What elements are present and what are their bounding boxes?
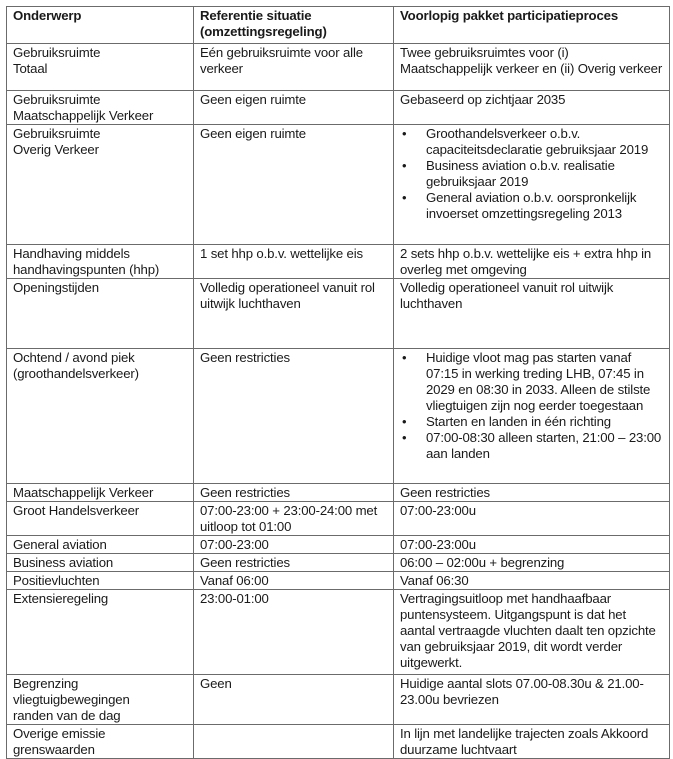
cell-onderwerp (7, 572, 194, 590)
table-row (7, 536, 670, 554)
header-text: Onderwerp (13, 8, 82, 23)
cell-referentie: Geen restricties (194, 554, 394, 572)
cell-text: Extensieregeling (13, 591, 109, 606)
cell-text: handhavingspunten (hhp) (13, 262, 160, 277)
bullet-item: • Groothandelsverkeer o.b.v. capaciteitsdeclaratie gebruiksjaar 2019 (426, 126, 663, 158)
table-row (7, 554, 670, 572)
cell-pakket (394, 349, 670, 484)
cell-onderwerp (7, 502, 194, 536)
cell-referentie: 07:00-23:00 (194, 536, 394, 554)
table-row (7, 91, 670, 125)
cell-referentie: Vanaf 06:00 (194, 572, 394, 590)
table-row (7, 125, 670, 245)
bullet-item: • Starten en landen in één richting (426, 414, 663, 430)
cell-referentie: Geen restricties (194, 484, 394, 502)
cell-onderwerp (7, 554, 194, 572)
header-referentie (194, 7, 394, 44)
table-row (7, 572, 670, 590)
cell-text: Maatschappelijk Verkeer (13, 108, 154, 123)
cell-pakket: In lijn met landelijke trajecten zoals Akkoord duurzame luchtvaart (394, 725, 670, 759)
cell-referentie: Geen restricties (194, 349, 394, 484)
bullet-item: • Business aviation o.b.v. realisatie gebruiksjaar 2019 (426, 158, 663, 190)
cell-referentie: Eén gebruiksruimte voor alle verkeer (194, 44, 394, 91)
cell-text: Business aviation (13, 555, 114, 570)
table-row (7, 245, 670, 279)
cell-pakket: Vertragingsuitloop met handhaafbaar puntensysteem. Uitgangspunt is dat het aantal vertraagde vluchten daalt ten opzichte van gebruiksjaar 2019, dit wordt verder uitgewerkt. (394, 590, 670, 675)
cell-referentie: 07:00-23:00 + 23:00-24:00 met uitloop tot 01:00 (194, 502, 394, 536)
cell-onderwerp (7, 44, 194, 91)
cell-pakket: Huidige aantal slots 07.00-08.30u & 21.00-23.00u bevriezen (394, 675, 670, 725)
cell-text: Openingstijden (13, 280, 99, 295)
cell-pakket: 06:00 – 02:00u + begrenzing (394, 554, 670, 572)
table-row (7, 279, 670, 349)
cell-pakket: Vanaf 06:30 (394, 572, 670, 590)
cell-onderwerp (7, 725, 194, 759)
cell-text: Ochtend / avond piek (13, 350, 135, 365)
bullet-list (400, 126, 663, 222)
cell-text: randen van de dag (13, 708, 121, 723)
cell-text: Maatschappelijk Verkeer (13, 485, 154, 500)
cell-referentie: Volledig operationeel vanuit rol uitwijk luchthaven (194, 279, 394, 349)
bullet-item: • 07:00-08:30 alleen starten, 21:00 – 23:00 aan landen (426, 430, 663, 462)
cell-referentie: 1 set hhp o.b.v. wettelijke eis (194, 245, 394, 279)
cell-onderwerp (7, 536, 194, 554)
cell-pakket (394, 125, 670, 245)
comparison-table (6, 6, 670, 759)
cell-text: (groothandelsverkeer) (13, 366, 139, 381)
cell-text: Begrenzing (13, 676, 79, 691)
cell-text: Overige emissie (13, 726, 106, 741)
table-row (7, 590, 670, 675)
cell-onderwerp (7, 279, 194, 349)
bullet-item: • General aviation o.b.v. oorspronkelijk invoerset omzettingsregeling 2013 (426, 190, 663, 222)
cell-referentie (194, 725, 394, 759)
cell-text: vliegtuigbewegingen (13, 692, 130, 707)
cell-text: grenswaarden (13, 742, 95, 757)
cell-text: Gebruiksruimte (13, 45, 101, 60)
cell-referentie: Geen eigen ruimte (194, 91, 394, 125)
cell-referentie: 23:00-01:00 (194, 590, 394, 675)
cell-text: Handhaving middels (13, 246, 130, 261)
table-header-row (7, 7, 670, 44)
cell-pakket: 2 sets hhp o.b.v. wettelijke eis + extra hhp in overleg met omgeving (394, 245, 670, 279)
table-row (7, 675, 670, 725)
cell-referentie: Geen (194, 675, 394, 725)
table-row (7, 484, 670, 502)
cell-text: Gebruiksruimte (13, 126, 101, 141)
header-text: Voorlopig pakket participatieproces (400, 8, 619, 23)
cell-onderwerp (7, 675, 194, 725)
cell-pakket: 07:00-23:00u (394, 536, 670, 554)
cell-referentie: Geen eigen ruimte (194, 125, 394, 245)
cell-onderwerp (7, 590, 194, 675)
cell-pakket: Twee gebruiksruimtes voor (i) Maatschappelijk verkeer en (ii) Overig verkeer (394, 44, 670, 91)
cell-text: General aviation (13, 537, 107, 552)
cell-onderwerp (7, 91, 194, 125)
header-text: Referentie situatie (200, 8, 312, 23)
cell-onderwerp (7, 245, 194, 279)
bullet-list (400, 350, 663, 462)
table-row (7, 44, 670, 91)
cell-pakket: Gebaseerd op zichtjaar 2035 (394, 91, 670, 125)
table-row (7, 502, 670, 536)
cell-text: Positievluchten (13, 573, 100, 588)
cell-text: Gebruiksruimte (13, 92, 101, 107)
header-onderwerp (7, 7, 194, 44)
cell-text: Groot Handelsverkeer (13, 503, 140, 518)
header-pakket (394, 7, 670, 44)
cell-text: Overig Verkeer (13, 142, 99, 157)
cell-pakket: Geen restricties (394, 484, 670, 502)
table-row (7, 725, 670, 759)
cell-pakket: Volledig operationeel vanuit rol uitwijk luchthaven (394, 279, 670, 349)
cell-pakket: 07:00-23:00u (394, 502, 670, 536)
cell-onderwerp (7, 349, 194, 484)
table-row (7, 349, 670, 484)
cell-onderwerp (7, 125, 194, 245)
bullet-item: • Huidige vloot mag pas starten vanaf 07:15 in werking treding LHB, 07:45 in 2029 en 08:30 in 2033. Alleen de stilste vliegtuigen zijn nog eerder toegestaan (426, 350, 663, 414)
cell-onderwerp (7, 484, 194, 502)
cell-text: Totaal (13, 61, 48, 76)
header-text: (omzettingsregeling) (200, 24, 327, 39)
